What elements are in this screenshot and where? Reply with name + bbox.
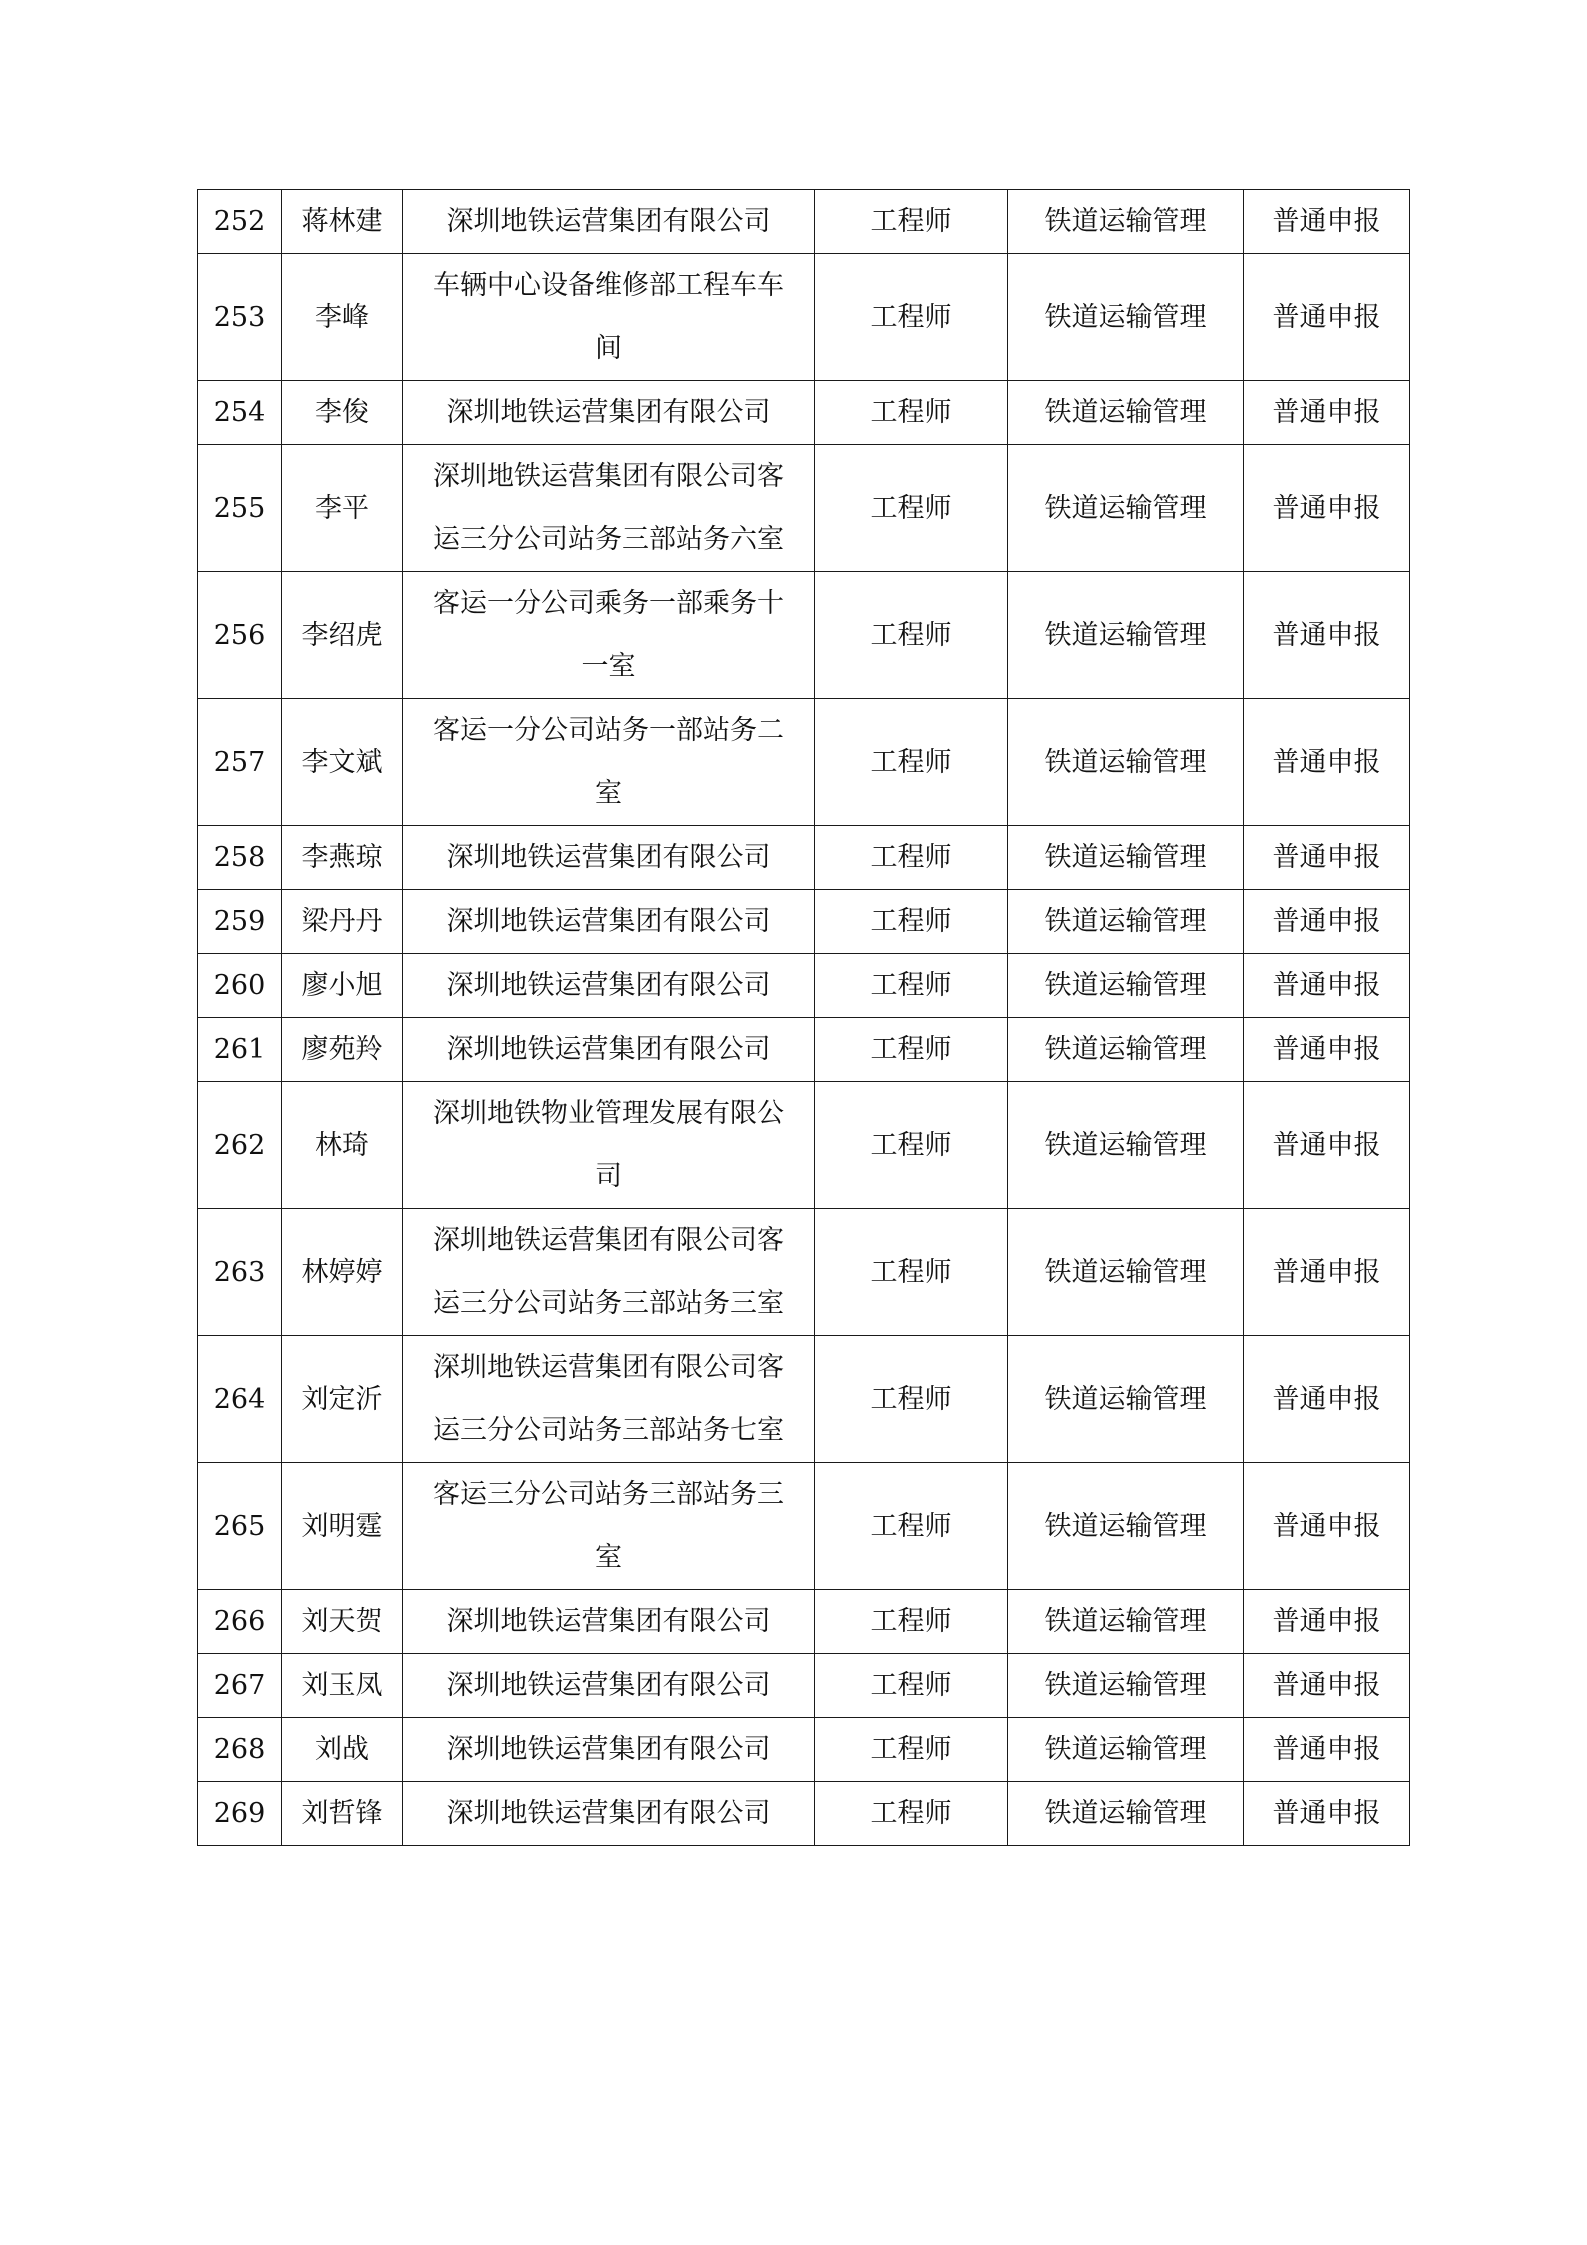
work-unit-cell: 深圳地铁物业管理发展有限公司 xyxy=(403,1082,815,1209)
table-row xyxy=(198,699,1410,826)
work-unit-cell: 客运一分公司乘务一部乘务十一室 xyxy=(403,572,815,699)
professional-title-cell: 工程师 xyxy=(815,1718,1008,1782)
applicant-name-cell: 刘定沂 xyxy=(282,1336,403,1463)
specialty-cell: 铁道运输管理 xyxy=(1008,1654,1244,1718)
specialty-cell: 铁道运输管理 xyxy=(1008,1782,1244,1846)
specialty-cell: 铁道运输管理 xyxy=(1008,1209,1244,1336)
row-number-cell: 263 xyxy=(198,1209,282,1336)
application-type-cell: 普通申报 xyxy=(1244,1590,1410,1654)
table-row xyxy=(198,190,1410,254)
professional-title-cell: 工程师 xyxy=(815,1209,1008,1336)
professional-title-cell: 工程师 xyxy=(815,890,1008,954)
applicant-name-cell: 廖苑羚 xyxy=(282,1018,403,1082)
work-unit-cell: 深圳地铁运营集团有限公司 xyxy=(403,890,815,954)
application-type-cell: 普通申报 xyxy=(1244,572,1410,699)
work-unit-cell: 客运三分公司站务三部站务三室 xyxy=(403,1463,815,1590)
specialty-cell: 铁道运输管理 xyxy=(1008,954,1244,1018)
specialty-cell: 铁道运输管理 xyxy=(1008,1463,1244,1590)
work-unit-cell: 深圳地铁运营集团有限公司 xyxy=(403,1718,815,1782)
table-row xyxy=(198,1209,1410,1336)
professional-title-cell: 工程师 xyxy=(815,699,1008,826)
application-type-cell: 普通申报 xyxy=(1244,1718,1410,1782)
row-number-cell: 252 xyxy=(198,190,282,254)
applicant-table-body xyxy=(198,190,1410,1846)
specialty-cell: 铁道运输管理 xyxy=(1008,1590,1244,1654)
table-row xyxy=(198,954,1410,1018)
row-number-cell: 264 xyxy=(198,1336,282,1463)
applicant-name-cell: 李燕琼 xyxy=(282,826,403,890)
specialty-cell: 铁道运输管理 xyxy=(1008,254,1244,381)
row-number-cell: 260 xyxy=(198,954,282,1018)
applicant-name-cell: 李俊 xyxy=(282,381,403,445)
table-row xyxy=(198,1336,1410,1463)
work-unit-cell: 深圳地铁运营集团有限公司 xyxy=(403,1590,815,1654)
row-number-cell: 256 xyxy=(198,572,282,699)
professional-title-cell: 工程师 xyxy=(815,1336,1008,1463)
row-number-cell: 269 xyxy=(198,1782,282,1846)
table-row xyxy=(198,1782,1410,1846)
specialty-cell: 铁道运输管理 xyxy=(1008,445,1244,572)
application-type-cell: 普通申报 xyxy=(1244,890,1410,954)
application-type-cell: 普通申报 xyxy=(1244,954,1410,1018)
professional-title-cell: 工程师 xyxy=(815,1463,1008,1590)
row-number-cell: 259 xyxy=(198,890,282,954)
table-row xyxy=(198,1018,1410,1082)
specialty-cell: 铁道运输管理 xyxy=(1008,1718,1244,1782)
row-number-cell: 262 xyxy=(198,1082,282,1209)
row-number-cell: 267 xyxy=(198,1654,282,1718)
applicant-name-cell: 李文斌 xyxy=(282,699,403,826)
work-unit-cell: 深圳地铁运营集团有限公司 xyxy=(403,381,815,445)
table-row xyxy=(198,826,1410,890)
professional-title-cell: 工程师 xyxy=(815,826,1008,890)
row-number-cell: 266 xyxy=(198,1590,282,1654)
row-number-cell: 254 xyxy=(198,381,282,445)
professional-title-cell: 工程师 xyxy=(815,1782,1008,1846)
specialty-cell: 铁道运输管理 xyxy=(1008,1336,1244,1463)
application-type-cell: 普通申报 xyxy=(1244,1336,1410,1463)
work-unit-cell: 深圳地铁运营集团有限公司 xyxy=(403,1654,815,1718)
applicant-table xyxy=(197,189,1410,1846)
row-number-cell: 255 xyxy=(198,445,282,572)
table-row xyxy=(198,445,1410,572)
applicant-name-cell: 廖小旭 xyxy=(282,954,403,1018)
specialty-cell: 铁道运输管理 xyxy=(1008,572,1244,699)
application-type-cell: 普通申报 xyxy=(1244,1082,1410,1209)
work-unit-cell: 深圳地铁运营集团有限公司 xyxy=(403,826,815,890)
applicant-name-cell: 梁丹丹 xyxy=(282,890,403,954)
table-row xyxy=(198,1654,1410,1718)
row-number-cell: 268 xyxy=(198,1718,282,1782)
table-row xyxy=(198,1718,1410,1782)
applicant-name-cell: 林婷婷 xyxy=(282,1209,403,1336)
application-type-cell: 普通申报 xyxy=(1244,1782,1410,1846)
work-unit-cell: 车辆中心设备维修部工程车车间 xyxy=(403,254,815,381)
specialty-cell: 铁道运输管理 xyxy=(1008,1082,1244,1209)
applicant-name-cell: 刘天贺 xyxy=(282,1590,403,1654)
applicant-name-cell: 李峰 xyxy=(282,254,403,381)
applicant-name-cell: 林琦 xyxy=(282,1082,403,1209)
applicant-name-cell: 刘玉凤 xyxy=(282,1654,403,1718)
application-type-cell: 普通申报 xyxy=(1244,381,1410,445)
application-type-cell: 普通申报 xyxy=(1244,1018,1410,1082)
professional-title-cell: 工程师 xyxy=(815,954,1008,1018)
table-row xyxy=(198,254,1410,381)
applicant-name-cell: 刘明霆 xyxy=(282,1463,403,1590)
application-type-cell: 普通申报 xyxy=(1244,445,1410,572)
specialty-cell: 铁道运输管理 xyxy=(1008,890,1244,954)
specialty-cell: 铁道运输管理 xyxy=(1008,699,1244,826)
professional-title-cell: 工程师 xyxy=(815,445,1008,572)
specialty-cell: 铁道运输管理 xyxy=(1008,381,1244,445)
row-number-cell: 257 xyxy=(198,699,282,826)
table-row xyxy=(198,890,1410,954)
professional-title-cell: 工程师 xyxy=(815,1082,1008,1209)
row-number-cell: 258 xyxy=(198,826,282,890)
professional-title-cell: 工程师 xyxy=(815,190,1008,254)
application-type-cell: 普通申报 xyxy=(1244,190,1410,254)
work-unit-cell: 深圳地铁运营集团有限公司客运三分公司站务三部站务三室 xyxy=(403,1209,815,1336)
application-type-cell: 普通申报 xyxy=(1244,826,1410,890)
work-unit-cell: 深圳地铁运营集团有限公司 xyxy=(403,1782,815,1846)
row-number-cell: 265 xyxy=(198,1463,282,1590)
row-number-cell: 261 xyxy=(198,1018,282,1082)
application-type-cell: 普通申报 xyxy=(1244,1463,1410,1590)
work-unit-cell: 深圳地铁运营集团有限公司 xyxy=(403,954,815,1018)
work-unit-cell: 深圳地铁运营集团有限公司客运三分公司站务三部站务六室 xyxy=(403,445,815,572)
professional-title-cell: 工程师 xyxy=(815,1018,1008,1082)
specialty-cell: 铁道运输管理 xyxy=(1008,826,1244,890)
specialty-cell: 铁道运输管理 xyxy=(1008,1018,1244,1082)
table-row xyxy=(198,1082,1410,1209)
row-number-cell: 253 xyxy=(198,254,282,381)
application-type-cell: 普通申报 xyxy=(1244,1209,1410,1336)
professional-title-cell: 工程师 xyxy=(815,1590,1008,1654)
table-row xyxy=(198,381,1410,445)
work-unit-cell: 深圳地铁运营集团有限公司 xyxy=(403,190,815,254)
applicant-name-cell: 李平 xyxy=(282,445,403,572)
work-unit-cell: 客运一分公司站务一部站务二室 xyxy=(403,699,815,826)
table-row xyxy=(198,572,1410,699)
table-row xyxy=(198,1590,1410,1654)
application-type-cell: 普通申报 xyxy=(1244,1654,1410,1718)
application-type-cell: 普通申报 xyxy=(1244,699,1410,826)
professional-title-cell: 工程师 xyxy=(815,572,1008,699)
specialty-cell: 铁道运输管理 xyxy=(1008,190,1244,254)
professional-title-cell: 工程师 xyxy=(815,254,1008,381)
applicant-name-cell: 蒋林建 xyxy=(282,190,403,254)
professional-title-cell: 工程师 xyxy=(815,1654,1008,1718)
applicant-name-cell: 刘战 xyxy=(282,1718,403,1782)
work-unit-cell: 深圳地铁运营集团有限公司客运三分公司站务三部站务七室 xyxy=(403,1336,815,1463)
application-type-cell: 普通申报 xyxy=(1244,254,1410,381)
table-row xyxy=(198,1463,1410,1590)
applicant-name-cell: 刘哲锋 xyxy=(282,1782,403,1846)
work-unit-cell: 深圳地铁运营集团有限公司 xyxy=(403,1018,815,1082)
applicant-name-cell: 李绍虎 xyxy=(282,572,403,699)
professional-title-cell: 工程师 xyxy=(815,381,1008,445)
